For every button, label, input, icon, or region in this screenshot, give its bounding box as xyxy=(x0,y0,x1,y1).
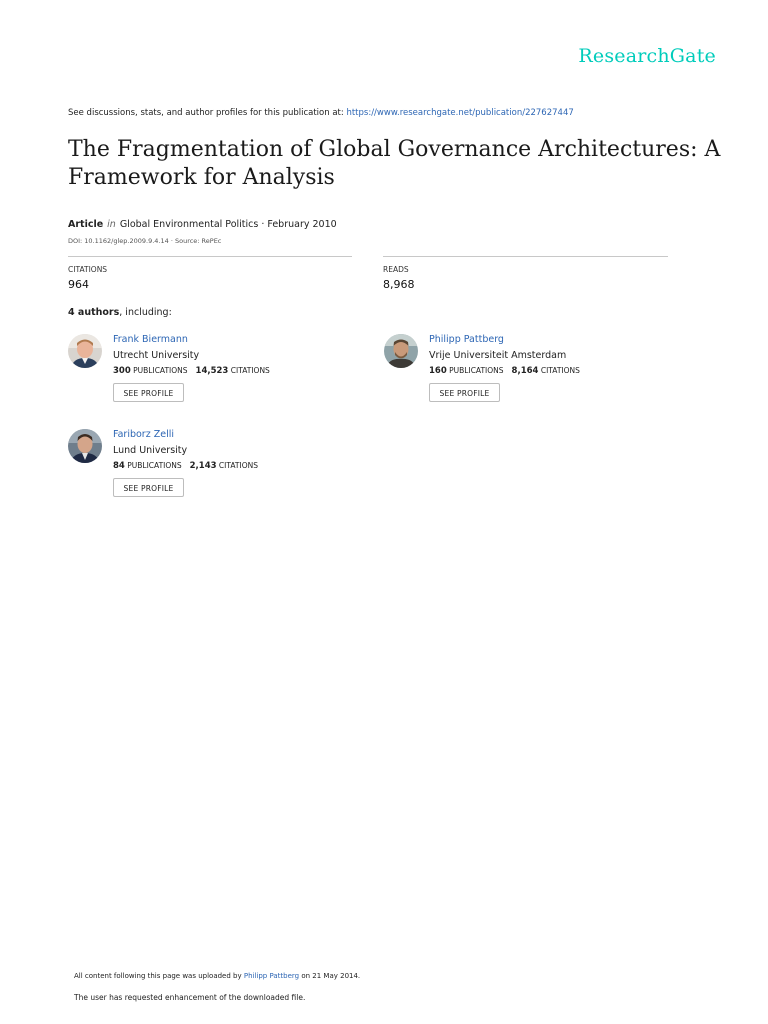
author-card xyxy=(68,429,358,509)
see-profile-button[interactable]: SEE PROFILE xyxy=(113,383,184,402)
publications-count: 84 xyxy=(113,461,125,471)
citations-label: CITATIONS xyxy=(230,366,270,375)
upload-prefix: All content following this page was uploaded by xyxy=(74,972,242,980)
researchgate-logo[interactable]: ResearchGate xyxy=(578,45,716,67)
author-card xyxy=(68,334,358,414)
publication-type: Article xyxy=(68,219,104,230)
citations-count: 2,143 xyxy=(189,461,217,471)
citations-label: CITATIONS xyxy=(218,461,258,470)
reads-count: 8,968 xyxy=(383,278,415,291)
doi-source: DOI: 10.1162/glep.2009.9.4.14 · Source: RePEc xyxy=(68,237,222,245)
author-affiliation: Utrecht University xyxy=(113,350,200,361)
author-stats xyxy=(429,366,580,376)
author-name[interactable]: Philipp Pattberg xyxy=(429,334,504,345)
discussion-line xyxy=(68,108,574,118)
author-name[interactable]: Fariborz Zelli xyxy=(113,429,174,440)
author-card xyxy=(384,334,684,414)
publication-meta xyxy=(68,219,337,230)
enhancement-note: The user has requested enhancement of the downloaded file. xyxy=(74,993,306,1002)
avatar[interactable] xyxy=(68,334,102,368)
author-stats xyxy=(113,461,258,471)
author-photo-icon xyxy=(68,334,102,368)
divider-right xyxy=(383,256,668,257)
discussion-prefix: See discussions, stats, and author profiles for this publication at: xyxy=(68,108,344,118)
publications-count: 160 xyxy=(429,366,447,376)
author-affiliation: Lund University xyxy=(113,445,188,456)
author-photo-icon xyxy=(384,334,418,368)
avatar[interactable] xyxy=(68,429,102,463)
see-profile-button[interactable]: SEE PROFILE xyxy=(113,478,184,497)
authors-count: 4 authors xyxy=(68,307,120,318)
publications-label: PUBLICATIONS xyxy=(449,366,504,375)
authors-intro xyxy=(68,307,172,318)
publication-link[interactable]: https://www.researchgate.net/publication/227627447 xyxy=(346,108,574,118)
upload-note xyxy=(74,972,360,980)
author-stats xyxy=(113,366,270,376)
journal-date: Global Environmental Politics · February 2010 xyxy=(119,219,337,230)
citations-count: 964 xyxy=(68,278,89,291)
upload-suffix: on 21 May 2014. xyxy=(301,972,361,980)
paper-title: The Fragmentation of Global Governance Architectures: A Framework for Analysis xyxy=(68,137,721,190)
divider-left xyxy=(68,256,352,257)
avatar[interactable] xyxy=(384,334,418,368)
author-photo-icon xyxy=(68,429,102,463)
see-profile-button[interactable]: SEE PROFILE xyxy=(429,383,500,402)
publications-count: 300 xyxy=(113,366,131,376)
uploader-link[interactable]: Philipp Pattberg xyxy=(243,972,300,980)
reads-label: READS xyxy=(383,265,409,274)
publications-label: PUBLICATIONS xyxy=(127,461,182,470)
author-name[interactable]: Frank Biermann xyxy=(113,334,188,345)
citations-label: CITATIONS xyxy=(540,366,580,375)
author-affiliation: Vrije Universiteit Amsterdam xyxy=(429,350,567,361)
authors-suffix: , including: xyxy=(119,307,172,318)
citations-count: 8,164 xyxy=(511,366,539,376)
publications-label: PUBLICATIONS xyxy=(133,366,188,375)
citations-label: CITATIONS xyxy=(68,265,108,274)
in-label: in xyxy=(107,219,116,230)
citations-count: 14,523 xyxy=(195,366,229,376)
